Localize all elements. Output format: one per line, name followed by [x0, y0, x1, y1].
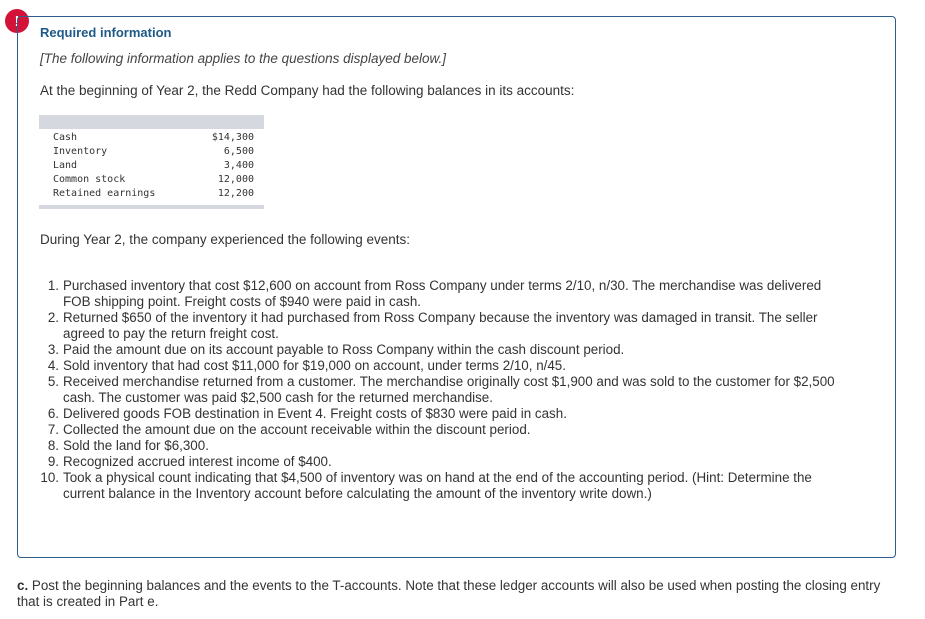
- event-text: Took a physical count indicating that $4,500 of inventory was on hand at the end of the accounting period. (Hint: Determine the current balance in the Inventory account before calculating the amount of the inventory write down.): [63, 470, 812, 501]
- balance-row: [39, 173, 264, 187]
- balance-row: [39, 159, 264, 173]
- balance-row: [39, 145, 264, 159]
- event-text: Recognized accrued interest income of $400.: [63, 454, 332, 469]
- event-number: 1.: [47, 278, 59, 293]
- part-c-label: c.: [17, 578, 29, 593]
- event-item: [36, 422, 846, 438]
- event-item: [36, 358, 846, 374]
- events-list: [36, 278, 846, 502]
- event-item: [36, 454, 846, 470]
- event-number: 9.: [47, 454, 59, 469]
- part-c-text: Post the beginning balances and the events to the T-accounts. Note that these ledger accounts will also be used when posting the closing entry that is created in Part e.: [17, 578, 881, 609]
- event-text: Collected the amount due on the account receivable within the discount period.: [63, 422, 531, 437]
- event-item: [36, 406, 846, 422]
- event-number: 8.: [47, 438, 59, 453]
- event-text: Returned $650 of the inventory it had purchased from Ross Company because the inventory was damaged in transit. The seller agreed to pay the return freight cost.: [63, 310, 818, 341]
- required-information-title: Required information: [40, 25, 172, 40]
- event-item: [36, 438, 846, 454]
- account-amount: 6,500: [223, 146, 254, 157]
- table-header-bar: [39, 115, 264, 129]
- event-text: Purchased inventory that cost $12,600 on account from Ross Company under terms 2/10, n/30. The merchandise was delivered FOB shipping point. Freight costs of $940 were paid in cash.: [63, 278, 822, 309]
- balance-row: [39, 187, 264, 201]
- account-name: Inventory: [53, 146, 108, 157]
- table-footer-bar: [39, 205, 264, 209]
- account-name: Land: [53, 160, 78, 171]
- event-number: 6.: [47, 406, 59, 421]
- account-amount: 12,000: [217, 174, 254, 185]
- beginning-balances-table: [39, 115, 264, 209]
- part-c-instruction: [17, 578, 897, 610]
- event-item: [36, 278, 846, 310]
- account-name: Retained earnings: [53, 188, 156, 199]
- event-number: 7.: [47, 422, 59, 437]
- account-amount: 12,200: [217, 188, 254, 199]
- event-item: [36, 470, 846, 502]
- balance-rows: [39, 129, 264, 205]
- event-number: 5.: [47, 374, 59, 389]
- event-number: 2.: [47, 310, 59, 325]
- account-name: Common stock: [53, 174, 126, 185]
- event-text: Paid the amount due on its account payable to Ross Company within the cash discount period.: [63, 342, 625, 357]
- account-name: Cash: [53, 132, 78, 143]
- event-text: Received merchandise returned from a customer. The merchandise originally cost $1,900 and was sold to the customer for $2,500 cash. The customer was paid $2,500 cash for the returned merchandise.: [63, 374, 835, 405]
- event-number: 3.: [47, 342, 59, 357]
- event-text: Delivered goods FOB destination in Event 4. Freight costs of $830 were paid in cash.: [63, 406, 567, 421]
- intro-text: At the beginning of Year 2, the Redd Company had the following balances in its accounts:: [40, 83, 575, 98]
- event-number: 4.: [47, 358, 59, 373]
- event-text: Sold inventory that had cost $11,000 for $19,000 on account, under terms 2/10, n/45.: [63, 358, 566, 373]
- info-subtitle: [The following information applies to the questions displayed below.]: [40, 51, 446, 66]
- events-intro: During Year 2, the company experienced the following events:: [40, 232, 410, 247]
- event-item: [36, 374, 846, 406]
- account-amount: 3,400: [223, 160, 254, 171]
- event-text: Sold the land for $6,300.: [63, 438, 209, 453]
- event-item: [36, 342, 846, 358]
- balance-row: [39, 131, 264, 145]
- event-item: [36, 310, 846, 342]
- alert-icon: !: [5, 9, 29, 33]
- account-amount: $14,300: [211, 132, 254, 143]
- event-number: 10.: [40, 470, 59, 485]
